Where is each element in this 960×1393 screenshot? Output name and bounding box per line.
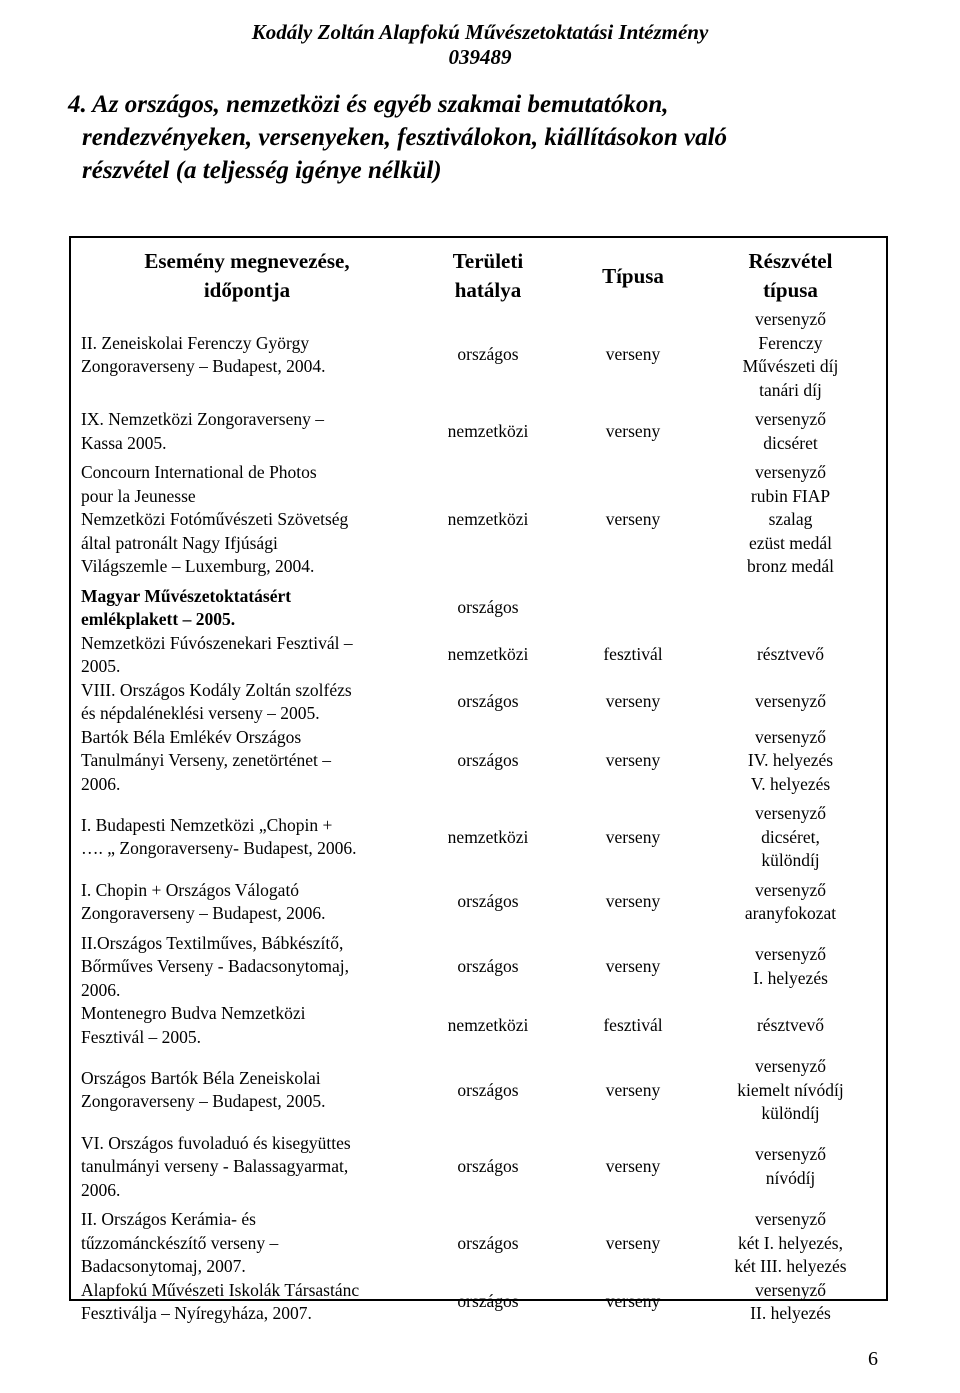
type-cell: verseny bbox=[605, 509, 661, 529]
table-header-row bbox=[81, 247, 878, 308]
event-name-line: Fesztiválja – Nyíregyháza, 2007. bbox=[81, 1303, 312, 1323]
event-name-line: Montenegro Budva Nemzetközi bbox=[81, 1003, 306, 1023]
area-cell: nemzetközi bbox=[447, 1014, 529, 1035]
event-name-cell bbox=[81, 1002, 413, 1049]
participation-cell bbox=[703, 726, 878, 797]
participation-line: különdíj bbox=[761, 850, 820, 870]
table-row bbox=[81, 726, 878, 797]
participation-line: nívódíj bbox=[765, 1167, 816, 1188]
event-name-line: Országos Bartók Béla Zeneiskolai bbox=[81, 1067, 321, 1088]
participation-cell bbox=[703, 796, 878, 873]
table-row bbox=[81, 1002, 878, 1049]
participation-cell bbox=[703, 402, 878, 455]
participation-cell bbox=[703, 1049, 878, 1126]
event-name-cell bbox=[81, 726, 413, 797]
participation-line: két I. helyezés, bbox=[738, 1232, 843, 1253]
section-heading bbox=[68, 88, 898, 187]
section-heading-line: rendezvényeken, versenyeken, fesztiválokon, kiállításokon való bbox=[82, 124, 728, 151]
table-row bbox=[81, 308, 878, 402]
type-cell: verseny bbox=[605, 1079, 661, 1100]
type-cell: verseny bbox=[605, 750, 661, 770]
participation-line: versenyző bbox=[755, 726, 826, 747]
event-name-line: II. Zeneiskolai Ferenczy György bbox=[81, 332, 310, 353]
area-cell: nemzetközi bbox=[447, 509, 529, 529]
participation-line: IV. helyezés bbox=[747, 750, 834, 770]
event-name-line: pour la Jeunesse bbox=[81, 485, 196, 506]
event-name-line: IX. Nemzetközi Zongoraverseny – bbox=[81, 409, 324, 429]
event-name-line: Alapfokú Művészeti Iskolák Társastánc bbox=[81, 1279, 360, 1300]
header-participation: Részvétel típusa bbox=[748, 249, 833, 302]
participation-cell bbox=[703, 926, 878, 1003]
participation-line: versenyző bbox=[755, 1279, 826, 1300]
event-name-cell bbox=[81, 632, 413, 679]
participation-line: résztvevő bbox=[756, 644, 825, 665]
event-name-line: Fesztivál – 2005. bbox=[81, 1026, 202, 1047]
type-cell: verseny bbox=[605, 1156, 661, 1176]
area-cell: országos bbox=[457, 344, 519, 365]
participation-cell bbox=[703, 1126, 878, 1203]
area-cell: országos bbox=[457, 597, 519, 618]
event-name-cell bbox=[81, 926, 413, 1003]
type-cell: fesztivál bbox=[603, 1014, 663, 1035]
event-name-line: Badacsonytomaj, 2007. bbox=[81, 1256, 246, 1276]
participation-line: II. helyezés bbox=[750, 1303, 831, 1323]
table-row bbox=[81, 632, 878, 679]
event-name-line: Kassa 2005. bbox=[81, 432, 167, 453]
page-header bbox=[0, 20, 960, 70]
area-cell: országos bbox=[457, 750, 519, 770]
participation-line: dicséret bbox=[763, 432, 818, 453]
event-name-line: Bőrműves Verseny - Badacsonytomaj, bbox=[81, 956, 349, 976]
event-name-line: Magyar Művészetoktatásért bbox=[81, 585, 292, 606]
participation-line: versenyző bbox=[755, 879, 826, 900]
event-name-cell bbox=[81, 873, 413, 926]
event-name-line: Zongoraverseny – Budapest, 2005. bbox=[81, 1091, 326, 1112]
event-name-line: 2006. bbox=[81, 979, 121, 1000]
participation-line: versenyző bbox=[755, 944, 826, 965]
event-name-cell bbox=[81, 455, 413, 579]
area-cell: nemzetközi bbox=[447, 826, 529, 847]
participation-line: tanári díj bbox=[759, 379, 822, 400]
participation-line: I. helyezés bbox=[753, 967, 828, 988]
participation-line: Ferenczy bbox=[758, 332, 823, 353]
event-name-line: Bartók Béla Emlékév Országos bbox=[81, 726, 302, 747]
event-name-line: 2005. bbox=[81, 656, 121, 676]
event-name-line: Tanulmányi Verseny, zenetörténet – bbox=[81, 750, 332, 770]
participation-cell bbox=[703, 1279, 878, 1326]
participation-line: dicséret, bbox=[761, 826, 820, 847]
area-cell: országos bbox=[457, 1232, 519, 1253]
event-name-line: II. Országos Kerámia- és bbox=[81, 1209, 256, 1229]
participation-line: rubin FIAP bbox=[750, 485, 831, 506]
event-name-line: II.Országos Textilműves, Bábkészítő, bbox=[81, 932, 344, 953]
event-name-line: emlékplakett – 2005. bbox=[81, 609, 236, 629]
event-name-line: VI. Országos fuvoladuó és kisegyüttes bbox=[81, 1132, 351, 1153]
event-name-line: Nemzetközi Fotóművészeti Szövetség bbox=[81, 509, 349, 529]
participation-cell bbox=[703, 579, 878, 632]
participation-cell bbox=[703, 1002, 878, 1049]
event-name-line: I. Budapesti Nemzetközi „Chopin + bbox=[81, 814, 333, 835]
participation-line: két III. helyezés bbox=[734, 1256, 847, 1276]
table-row bbox=[81, 1202, 878, 1279]
type-cell: verseny bbox=[605, 956, 661, 976]
institution-code: 039489 bbox=[448, 45, 512, 69]
area-cell: országos bbox=[457, 956, 519, 976]
section-heading-line: 4. Az országos, nemzetközi és egyéb szakmai bemutatókon, bbox=[68, 91, 669, 118]
participation-cell bbox=[703, 632, 878, 679]
event-name-line: által patronált Nagy Ifjúsági bbox=[81, 532, 278, 553]
participation-line: versenyző bbox=[755, 462, 826, 482]
participation-cell bbox=[703, 1202, 878, 1279]
table-row bbox=[81, 796, 878, 873]
type-cell: verseny bbox=[605, 826, 661, 847]
event-name-cell bbox=[81, 1279, 413, 1326]
event-name-cell bbox=[81, 308, 413, 402]
event-name-cell bbox=[81, 796, 413, 873]
area-cell: országos bbox=[457, 1291, 519, 1312]
event-name-line: Zongoraverseny – Budapest, 2006. bbox=[81, 903, 326, 923]
participation-line: résztvevő bbox=[756, 1014, 825, 1035]
header-type: Típusa bbox=[602, 263, 664, 288]
participation-line: szalag bbox=[768, 509, 813, 529]
area-cell: országos bbox=[457, 691, 519, 712]
event-name-line: Világszemle – Luxemburg, 2004. bbox=[81, 556, 315, 576]
type-cell: verseny bbox=[605, 1232, 661, 1253]
participation-line: Művészeti díj bbox=[742, 356, 839, 376]
event-name-cell bbox=[81, 1049, 413, 1126]
type-cell: fesztivál bbox=[603, 644, 663, 665]
participation-line: aranyfokozat bbox=[744, 903, 837, 923]
section-heading-line: részvétel (a teljesség igénye nélkül) bbox=[82, 157, 442, 184]
type-cell: verseny bbox=[605, 420, 661, 441]
header-area: Területi hatálya bbox=[452, 249, 524, 302]
event-name-cell bbox=[81, 402, 413, 455]
table-row bbox=[81, 1049, 878, 1126]
event-name-line: Concourn International de Photos bbox=[81, 462, 317, 482]
area-cell: országos bbox=[457, 891, 519, 912]
event-name-line: 2006. bbox=[81, 773, 121, 794]
participation-line: versenyző bbox=[755, 1144, 826, 1165]
area-cell: országos bbox=[457, 1079, 519, 1100]
participation-cell bbox=[703, 679, 878, 726]
participation-line: V. helyezés bbox=[750, 773, 831, 794]
participation-line: versenyző bbox=[755, 409, 826, 429]
table-row bbox=[81, 402, 878, 455]
event-name-line: tűzzománckészítő verseny – bbox=[81, 1232, 279, 1253]
type-cell: verseny bbox=[605, 344, 661, 365]
area-cell: nemzetközi bbox=[447, 644, 529, 665]
participation-line: bronz medál bbox=[747, 556, 834, 576]
event-name-cell bbox=[81, 579, 413, 632]
participation-line: különdíj bbox=[761, 1103, 820, 1123]
participation-line: kiemelt nívódíj bbox=[737, 1079, 844, 1100]
participation-cell bbox=[703, 873, 878, 926]
events-table bbox=[81, 247, 878, 1326]
institution-name: Kodály Zoltán Alapfokú Művészetoktatási Intézmény bbox=[251, 20, 709, 44]
event-name-cell bbox=[81, 1126, 413, 1203]
participation-line: versenyző bbox=[755, 1056, 826, 1076]
participation-line: versenyző bbox=[755, 691, 826, 712]
event-name-line: …. „ Zongoraverseny- Budapest, 2006. bbox=[81, 838, 357, 859]
table-row bbox=[81, 455, 878, 579]
type-cell: verseny bbox=[605, 691, 661, 712]
header-event-name: Esemény megnevezése, időpontja bbox=[144, 249, 350, 302]
event-name-line: Zongoraverseny – Budapest, 2004. bbox=[81, 356, 326, 376]
table-row bbox=[81, 1126, 878, 1203]
participation-line: versenyző bbox=[755, 1209, 826, 1229]
type-cell: verseny bbox=[605, 891, 661, 912]
table-row bbox=[81, 679, 878, 726]
participation-line: versenyző bbox=[755, 309, 826, 329]
event-name-cell bbox=[81, 679, 413, 726]
participation-line: ezüst medál bbox=[748, 532, 833, 553]
area-cell: országos bbox=[457, 1156, 519, 1176]
event-name-line: és népdaléneklési verseny – 2005. bbox=[81, 703, 320, 723]
participation-line: versenyző bbox=[755, 803, 826, 823]
event-name-line: Nemzetközi Fúvószenekari Fesztivál – bbox=[81, 632, 353, 653]
event-name-cell bbox=[81, 1202, 413, 1279]
type-cell: verseny bbox=[605, 1291, 661, 1312]
table-row bbox=[81, 873, 878, 926]
page-number: 6 bbox=[868, 1348, 878, 1370]
events-table-frame bbox=[69, 236, 888, 1323]
table-row bbox=[81, 1279, 878, 1326]
table-row bbox=[81, 926, 878, 1003]
table-row bbox=[81, 579, 878, 632]
type-cell bbox=[563, 579, 703, 632]
event-name-line: 2006. bbox=[81, 1179, 121, 1200]
event-name-line: I. Chopin + Országos Válogató bbox=[81, 879, 300, 900]
event-name-line: VIII. Országos Kodály Zoltán szolfézs bbox=[81, 679, 352, 700]
participation-cell bbox=[703, 455, 878, 579]
table-body bbox=[81, 308, 878, 1326]
area-cell: nemzetközi bbox=[447, 420, 529, 441]
participation-cell bbox=[703, 308, 878, 402]
event-name-line: tanulmányi verseny - Balassagyarmat, bbox=[81, 1156, 349, 1176]
